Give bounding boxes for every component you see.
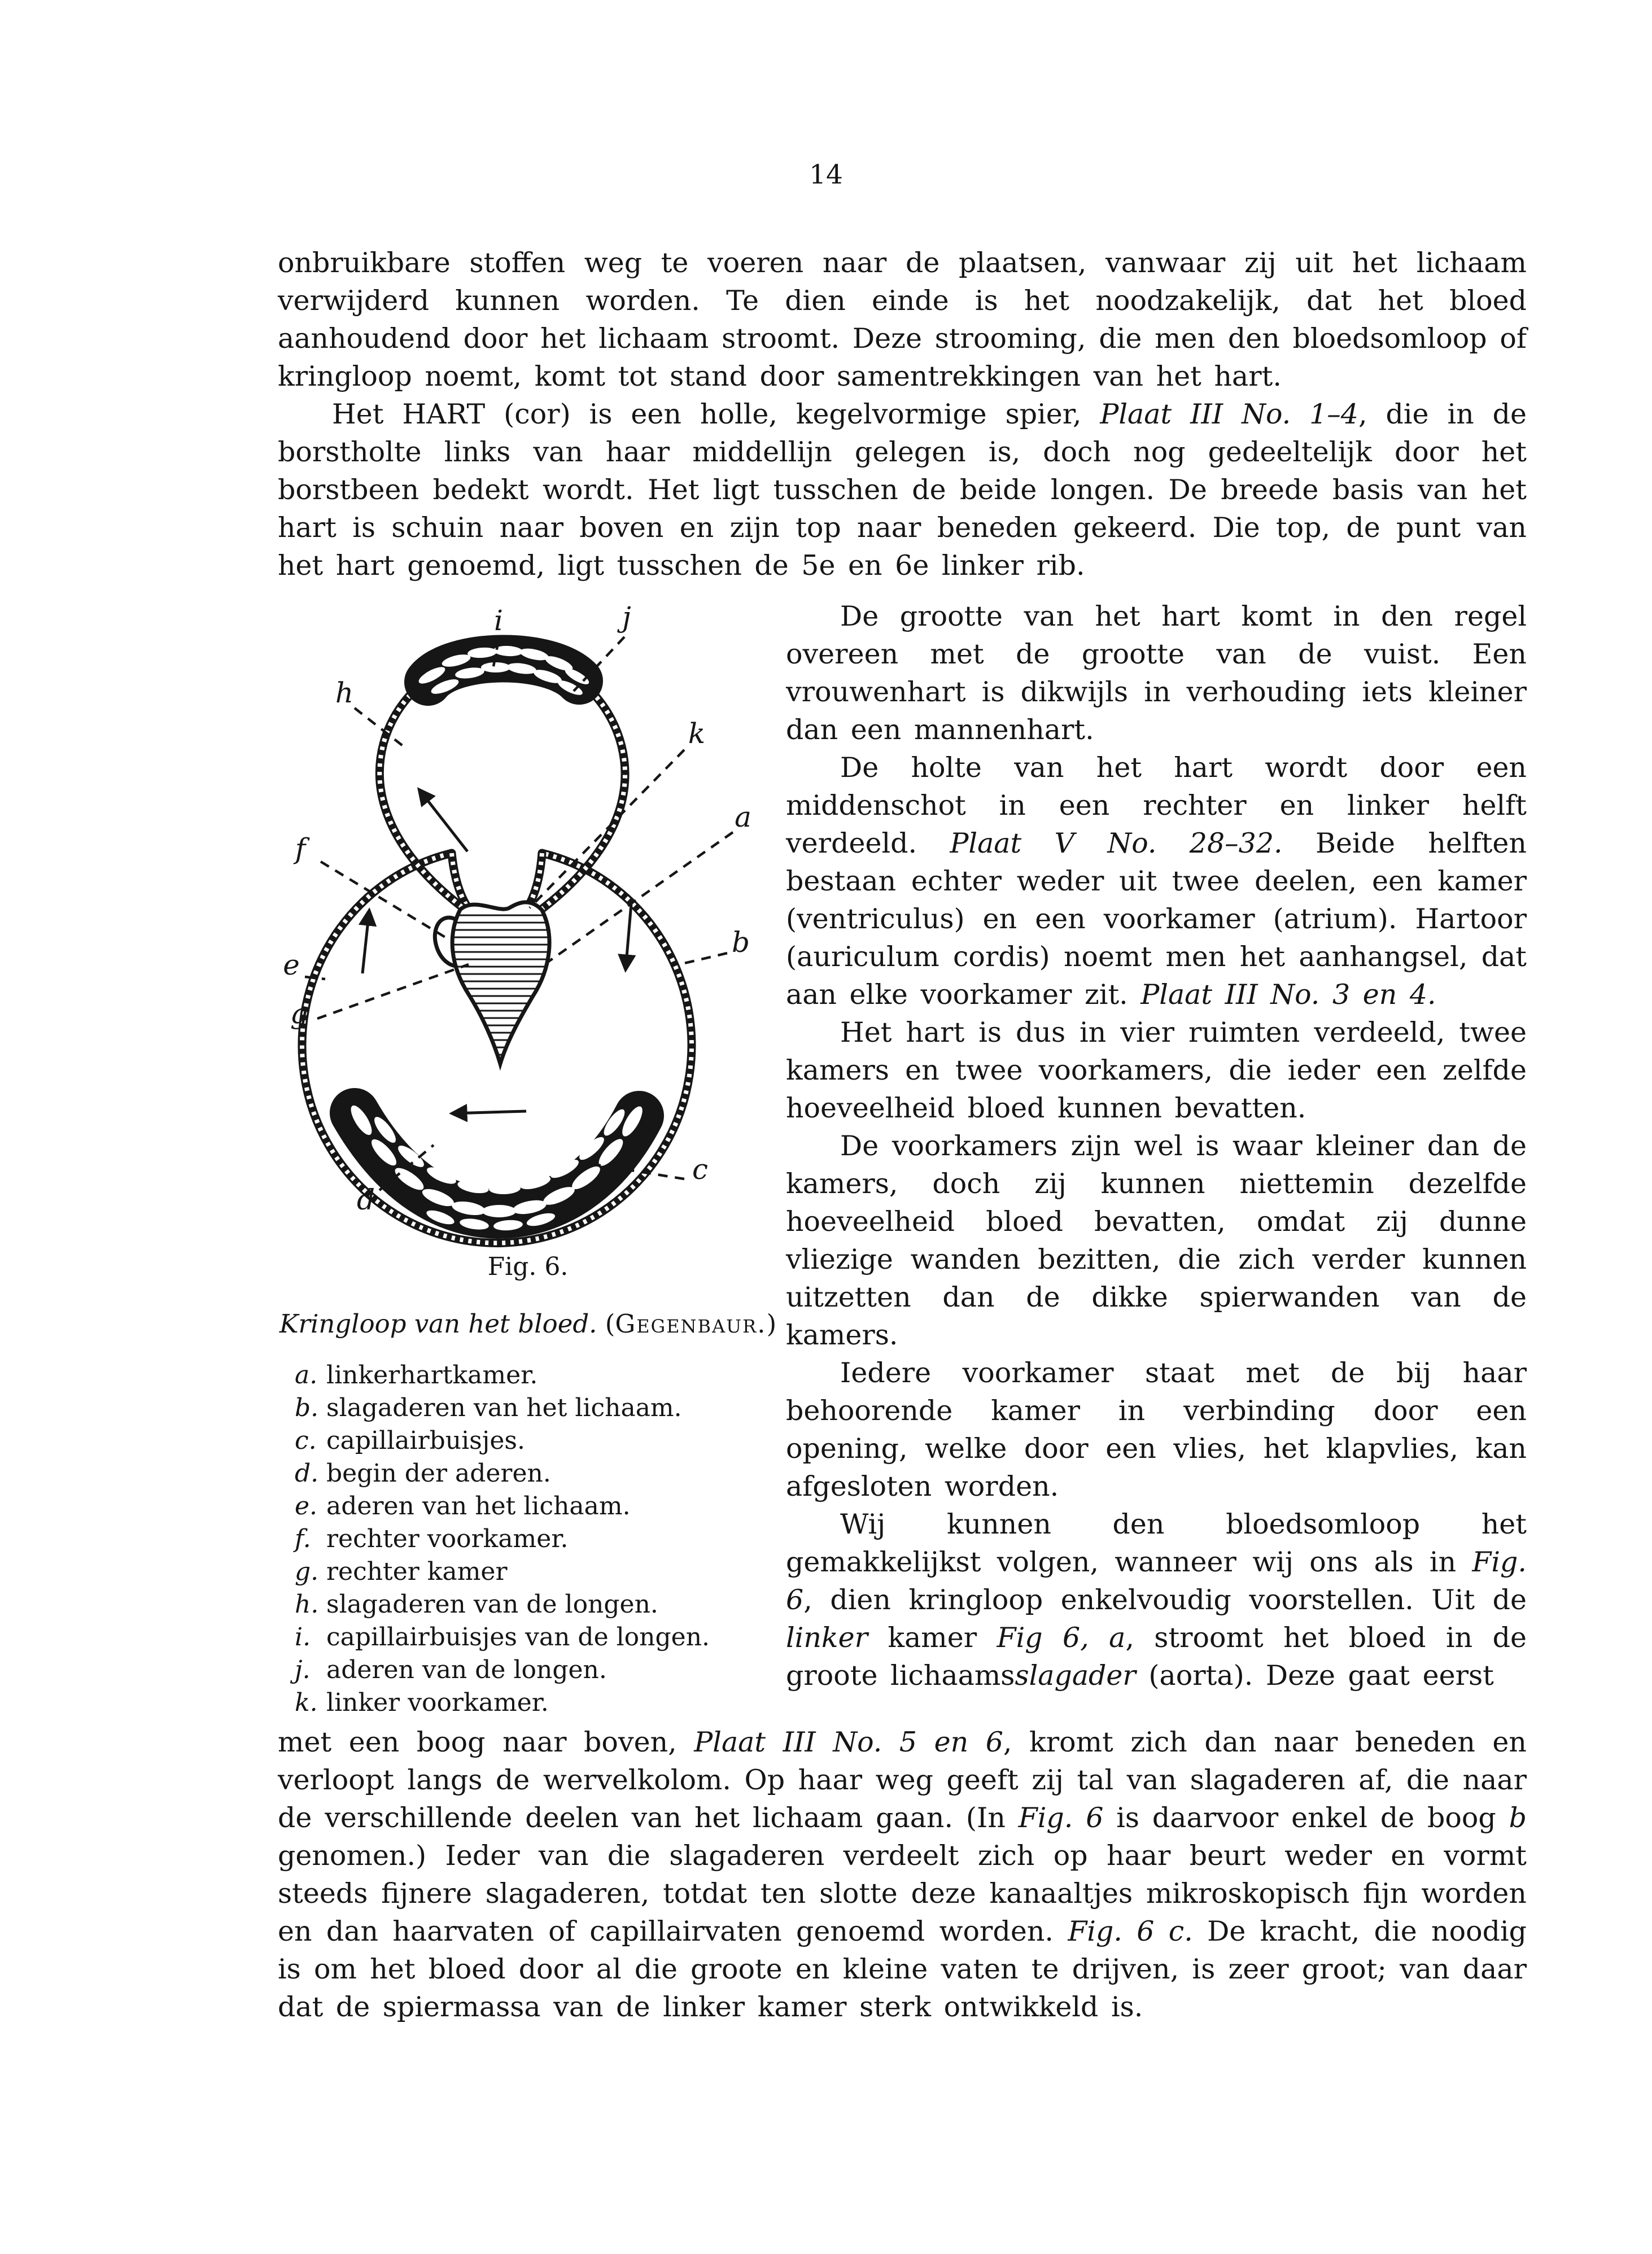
- label-h: h: [335, 676, 354, 709]
- paragraph: Het HART (cor) is een holle, kegelvormige spier, Plaat III No. 1–4, die in de borstholte links van haar middellijn gelegen is, doch nog gedeeltelijk door het borstbeen bedekt wordt. Het ligt tusschen de beide longen. De breede basis van het hart is schuin naar boven en zijn top naar beneden gekeerd. Die top, de punt van het hart genoemd, ligt tusschen de 5e en 6e linker rib.: [278, 398, 1527, 582]
- venous-up-arrow: [362, 910, 369, 973]
- paragraph: De grootte van het hart komt in den regel overeen met de grootte van de vuist. Een vrouwenhart is dikwijls in verhouding iets kleiner dan een mannenhart.: [786, 600, 1527, 746]
- heart-hatching: [435, 915, 565, 1062]
- legend-text: linkerhartkamer.: [326, 1361, 538, 1390]
- label-k: k: [688, 717, 706, 750]
- legend-item: [295, 1523, 790, 1556]
- paragraph: Wij kunnen den bloedsomloop het gemakkelijkst volgen, wanneer wij ons als in Fig. 6, dien kringloop enkelvoudig voorstellen. Uit de linker kamer Fig 6, a, stroomt het bloed in de groote lichaamsslagader (aorta). Deze gaat eerst: [786, 1508, 1527, 1692]
- label-e: e: [283, 949, 300, 981]
- figure-legend-list: [265, 1359, 790, 1719]
- legend-item: [295, 1687, 790, 1719]
- legend-letter: k.: [295, 1688, 318, 1717]
- legend-text: aderen van het lichaam.: [326, 1492, 631, 1521]
- legend-item: [295, 1654, 790, 1687]
- paragraph: Het hart is dus in vier ruimten verdeeld, twee kamers en twee voorkamers, die ieder een zelfde hoeveelheid bloed kunnen bevatten.: [786, 1016, 1527, 1124]
- pulmonary-flow-arrow: [419, 789, 467, 851]
- right-text-column: [786, 597, 1527, 1694]
- lung-capillary-mesh: [417, 645, 591, 698]
- label-j: j: [622, 601, 631, 634]
- legend-letter: f.: [295, 1524, 311, 1553]
- figure-block: [265, 596, 790, 1719]
- figure-caption: Fig. 6.: [487, 1252, 569, 1281]
- paragraph: De holte van het hart wordt door een middenschot in een rechter en linker helft verdeeld. Plaat V No. 28–32. Beide helften bestaan echter weder uit twee deelen, een kamer (ventriculus) en een voorkamer (atrium). Hartoor (auriculum cordis) noemt men het aanhangsel, dat aan elke voorkamer zit. Plaat III No. 3 en 4.: [786, 752, 1527, 1011]
- legend-item: [295, 1425, 790, 1457]
- label-g: g: [290, 997, 309, 1030]
- label-f: f: [295, 832, 306, 865]
- legend-letter: a.: [295, 1361, 318, 1390]
- legend-text: capillairbuisjes van de longen.: [326, 1623, 710, 1652]
- paragraph: met een boog naar boven, Plaat III No. 5 en 6, kromt zich dan naar beneden en verloopt langs de wervelkolom. Op haar weg geeft zij tal van slagaderen af, die naar de verschillende deelen van het lichaam gaan. (In Fig. 6 is daarvoor enkel de boog b genomen.) Ieder van die slagaderen verdeelt zich op haar beurt weder en vormt steeds fijnere slagaderen, totdat ten slotte deze kanaaltjes mikroskopisch fijn worden en dan haarvaten of capillairvaten genoemd worden. Fig. 6 c. De kracht, die noodig is om het bloed door al die groote en kleine vaten te drijven, is zeer groot; van daar dat de spiermassa van de linker kamer sterk ontwikkeld is.: [278, 1726, 1527, 2023]
- legend-letter: b.: [295, 1394, 319, 1422]
- legend-text: rechter voorkamer.: [326, 1524, 569, 1553]
- paragraph: De voorkamers zijn wel is waar kleiner dan de kamers, doch zij kunnen niettemin dezelfde hoeveelheid bloed bevatten, omdat zij dunne vliezige wanden bezitten, die zich verder kunnen uitzetten dan de dikke spierwanden van de kamers.: [786, 1130, 1527, 1351]
- label-i: i: [494, 604, 503, 637]
- legend-letter: h.: [295, 1590, 319, 1619]
- legend-text: slagaderen van de longen.: [326, 1590, 658, 1619]
- legend-item: [295, 1556, 790, 1588]
- legend-item: [295, 1457, 790, 1490]
- figure-legend-title: Kringloop van het bloed. (Gegenbaur.): [279, 1309, 777, 1339]
- legend-text: rechter kamer: [326, 1557, 508, 1586]
- legend-letter: c.: [295, 1426, 317, 1455]
- legend-item: [295, 1359, 790, 1392]
- legend-letter: i.: [295, 1623, 311, 1652]
- legend-letter: g.: [295, 1557, 319, 1586]
- legend-letter: d.: [295, 1459, 319, 1488]
- label-a: a: [735, 801, 751, 833]
- legend-text: linker voorkamer.: [326, 1688, 549, 1717]
- legend-letter: e.: [295, 1492, 318, 1521]
- label-d: d: [356, 1183, 375, 1216]
- heart-shape: [429, 902, 565, 1064]
- capillary-flow-arrow: [452, 1111, 526, 1113]
- legend-text: aderen van de longen.: [326, 1655, 607, 1684]
- legend-text: slagaderen van het lichaam.: [326, 1394, 682, 1422]
- label-b: b: [731, 926, 750, 959]
- legend-letter: j.: [295, 1655, 311, 1684]
- page-number: 14: [809, 159, 843, 190]
- circulation-diagram: [265, 596, 785, 1248]
- legend-item: [295, 1588, 790, 1621]
- top-text-block: [278, 244, 1527, 584]
- legend-item: [295, 1490, 790, 1523]
- paragraph: Iedere voorkamer staat met de bij haar behoorende kamer in verbinding door een opening, welke door een vlies, het klapvlies, kan afgesloten worden.: [786, 1357, 1527, 1502]
- legend-item: [295, 1392, 790, 1425]
- label-c: c: [692, 1153, 709, 1186]
- arterial-down-arrow: [626, 904, 631, 970]
- legend-text: capillairbuisjes.: [326, 1426, 525, 1455]
- legend-item: [295, 1621, 790, 1654]
- bottom-text-block: [278, 1723, 1527, 2026]
- paragraph: onbruikbare stoffen weg te voeren naar de plaatsen, vanwaar zij uit het lichaam verwijderd kunnen worden. Te dien einde is het noodzakelijk, dat het bloed aanhoudend door het lichaam stroomt. Deze strooming, die men den bloedsomloop of kringloop noemt, komt tot stand door samentrekkingen van het hart.: [278, 247, 1527, 392]
- legend-text: begin der aderen.: [326, 1459, 551, 1488]
